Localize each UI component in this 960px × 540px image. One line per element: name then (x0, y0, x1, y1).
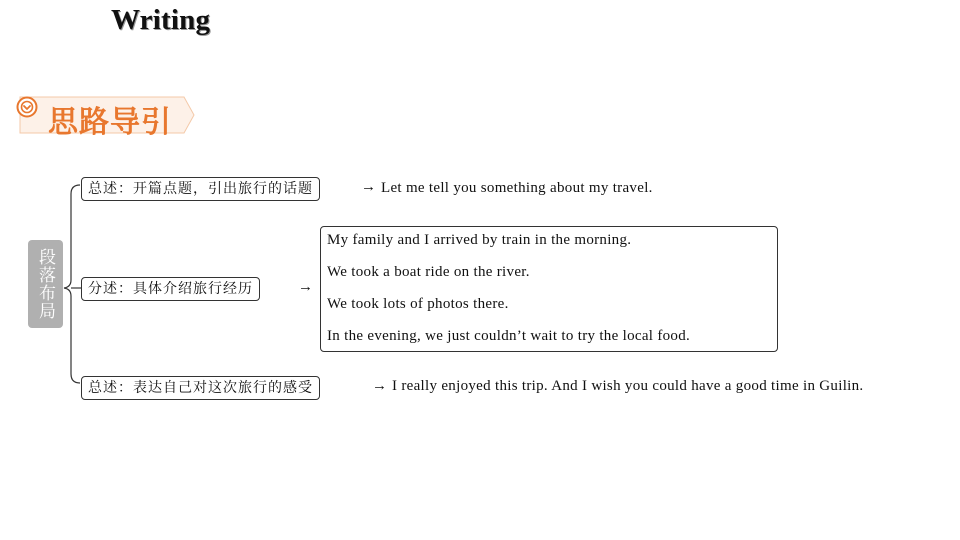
circle-down-arrow-icon (16, 96, 38, 118)
detail-sentence: In the evening, we just couldn’t wait to try the local food. (327, 328, 691, 344)
guide-label: 思路导引 (48, 105, 172, 140)
intro-sentence: Let me tell you something about my travel. (381, 180, 653, 196)
page-title: Writing (111, 4, 211, 36)
detail-sentence: We took lots of photos there. (327, 296, 509, 312)
arrow-3: → (372, 378, 387, 394)
detail-sentence: We took a boat ride on the river. (327, 264, 530, 280)
guide-banner (16, 96, 196, 140)
conclusion-sentence: I really enjoyed this trip. And I wish you could have a good time in Guilin. (392, 378, 864, 394)
layout-label: 段落布局 (28, 240, 63, 328)
overview-intro-box: 总述：开篇点题，引出旅行的话题 (81, 177, 320, 201)
detail-sentence: My family and I arrived by train in the morning. (327, 232, 632, 248)
arrow-2: → (298, 279, 313, 295)
arrow-1: → (361, 179, 376, 195)
detail-box: 分述：具体介绍旅行经历 (81, 277, 260, 301)
detail-sentences-box (320, 226, 778, 352)
overview-conclusion-box: 总述：表达自己对这次旅行的感受 (81, 376, 320, 400)
